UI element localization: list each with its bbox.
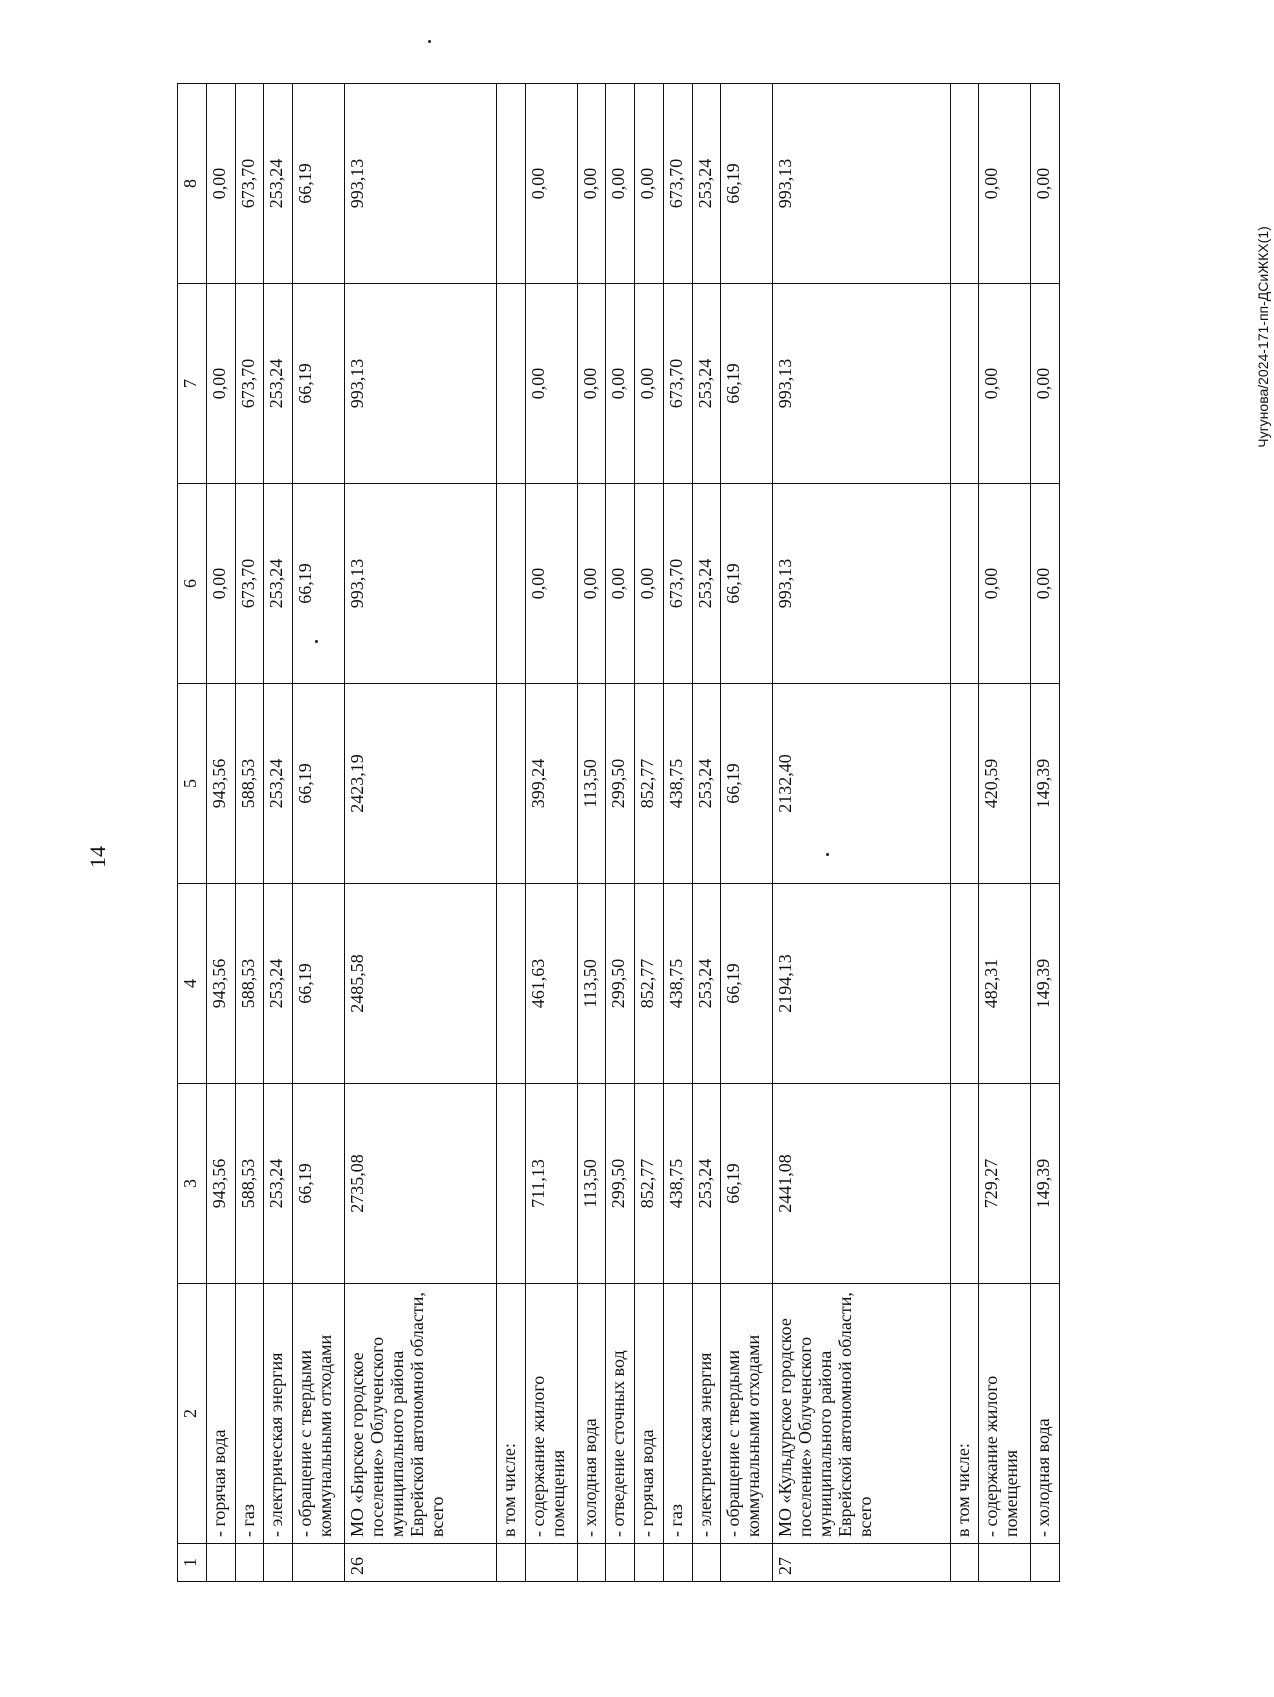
value-cell-col-3: 299,50 (606, 1084, 635, 1284)
row-number: 26 (344, 1544, 496, 1582)
value-cell-col-5: 438,75 (663, 684, 692, 884)
value-cell-col-7: 66,19 (293, 284, 345, 484)
value-cell-col-8: 66,19 (293, 84, 345, 284)
value-cell-col-8: 0,00 (206, 84, 235, 284)
value-cell-col-8: 673,70 (235, 84, 264, 284)
value-cell-col-7: 673,70 (663, 284, 692, 484)
value-cell-col-7: 253,24 (692, 284, 721, 484)
value-cell-col-8: 0,00 (525, 84, 577, 284)
value-cell-col-7: 0,00 (577, 284, 606, 484)
value-cell-col-5: 66,19 (293, 684, 345, 884)
value-cell-col-7: 66,19 (721, 284, 773, 484)
value-cell-col-5: 2132,40 (773, 684, 950, 884)
row-label: - отведение сточных вод (606, 1284, 635, 1544)
row-label: - холодная вода (577, 1284, 606, 1544)
row-label: - газ (663, 1284, 692, 1544)
value-cell-col-3: 943,56 (206, 1084, 235, 1284)
value-cell-col-3: 852,77 (635, 1084, 664, 1284)
value-cell-col-4: 943,56 (206, 884, 235, 1084)
value-cell-col-8 (950, 84, 979, 284)
value-cell-col-6: 0,00 (979, 484, 1031, 684)
row-number (692, 1544, 721, 1582)
value-cell-col-4: 461,63 (525, 884, 577, 1084)
row-number (606, 1544, 635, 1582)
row-number (721, 1544, 773, 1582)
table-row (635, 84, 664, 1582)
value-cell-col-8: 0,00 (606, 84, 635, 284)
table-row (206, 84, 235, 1582)
document-reference-note: Чугунова/2024-171-пп-ДСиЖКХ(1) (1255, 226, 1271, 448)
value-cell-col-8: 673,70 (663, 84, 692, 284)
value-cell-col-3: 438,75 (663, 1084, 692, 1284)
table-row (773, 84, 950, 1582)
column-number-6: 6 (178, 484, 207, 684)
value-cell-col-7: 0,00 (525, 284, 577, 484)
value-cell-col-4: 113,50 (577, 884, 606, 1084)
value-cell-col-8: 253,24 (692, 84, 721, 284)
row-label: - электрическая энергия (692, 1284, 721, 1544)
value-cell-col-7 (496, 284, 525, 484)
value-cell-col-8: 66,19 (721, 84, 773, 284)
value-cell-col-6: 66,19 (293, 484, 345, 684)
value-cell-col-4: 482,31 (979, 884, 1031, 1084)
row-number (293, 1544, 345, 1582)
table-row (692, 84, 721, 1582)
rotated-table-container (177, 85, 1060, 1582)
value-cell-col-8: 993,13 (773, 84, 950, 284)
value-cell-col-6: 0,00 (525, 484, 577, 684)
value-cell-col-3: 588,53 (235, 1084, 264, 1284)
value-cell-col-4: 253,24 (264, 884, 293, 1084)
value-cell-col-3: 2735,08 (344, 1084, 496, 1284)
value-cell-col-5: 149,39 (1031, 684, 1060, 884)
column-number-8: 8 (178, 84, 207, 284)
value-cell-col-7: 993,13 (773, 284, 950, 484)
row-label: - обращение с твердыми коммунальными отходами (293, 1284, 345, 1544)
value-cell-col-7: 253,24 (264, 284, 293, 484)
column-number-1: 1 (178, 1544, 207, 1582)
value-cell-col-4: 299,50 (606, 884, 635, 1084)
value-cell-col-3: 253,24 (264, 1084, 293, 1284)
value-cell-col-4: 253,24 (692, 884, 721, 1084)
value-cell-col-7 (950, 284, 979, 484)
value-cell-col-8 (496, 84, 525, 284)
value-cell-col-5: 943,56 (206, 684, 235, 884)
value-cell-col-5: 253,24 (264, 684, 293, 884)
row-number (577, 1544, 606, 1582)
row-label: - холодная вода (1031, 1284, 1060, 1544)
row-label: - обращение с твердыми коммунальными отходами (721, 1284, 773, 1544)
value-cell-col-6: 0,00 (206, 484, 235, 684)
value-cell-col-6: 0,00 (635, 484, 664, 684)
value-cell-col-4: 66,19 (721, 884, 773, 1084)
row-label: - содержание жилого помещения (979, 1284, 1031, 1544)
row-number (1031, 1544, 1060, 1582)
row-label: МО «Бирское городское поселение» Облученского муниципального района Еврейской автономной области, всего (344, 1284, 496, 1544)
value-cell-col-4 (950, 884, 979, 1084)
table-row (663, 84, 692, 1582)
value-cell-col-7: 0,00 (635, 284, 664, 484)
value-cell-col-3: 149,39 (1031, 1084, 1060, 1284)
value-cell-col-5: 253,24 (692, 684, 721, 884)
value-cell-col-6: 673,70 (235, 484, 264, 684)
value-cell-col-7: 0,00 (606, 284, 635, 484)
value-cell-col-5: 420,59 (979, 684, 1031, 884)
column-number-3: 3 (178, 1084, 207, 1284)
table-row (979, 84, 1031, 1582)
table-row (950, 84, 979, 1582)
row-number (950, 1544, 979, 1582)
value-cell-col-3: 66,19 (721, 1084, 773, 1284)
value-cell-col-8: 0,00 (1031, 84, 1060, 284)
row-label: - электрическая энергия (264, 1284, 293, 1544)
column-number-4: 4 (178, 884, 207, 1084)
value-cell-col-4: 438,75 (663, 884, 692, 1084)
value-cell-col-3: 66,19 (293, 1084, 345, 1284)
value-cell-col-4 (496, 884, 525, 1084)
row-number: 27 (773, 1544, 950, 1582)
value-cell-col-3: 2441,08 (773, 1084, 950, 1284)
table-row (235, 84, 264, 1582)
column-number-2: 2 (178, 1284, 207, 1544)
value-cell-col-8: 993,13 (344, 84, 496, 284)
table-header-row (178, 84, 207, 1582)
table-row (496, 84, 525, 1582)
value-cell-col-5: 299,50 (606, 684, 635, 884)
row-number (496, 1544, 525, 1582)
row-number (525, 1544, 577, 1582)
value-cell-col-5: 113,50 (577, 684, 606, 884)
value-cell-col-3 (496, 1084, 525, 1284)
row-number (635, 1544, 664, 1582)
table-row (606, 84, 635, 1582)
value-cell-col-5: 399,24 (525, 684, 577, 884)
value-cell-col-4: 852,77 (635, 884, 664, 1084)
value-cell-col-7: 0,00 (979, 284, 1031, 484)
value-cell-col-6: 993,13 (344, 484, 496, 684)
value-cell-col-6 (496, 484, 525, 684)
table-row (264, 84, 293, 1582)
table-row (721, 84, 773, 1582)
row-number (235, 1544, 264, 1582)
row-label: в том числе: (950, 1284, 979, 1544)
value-cell-col-7: 0,00 (206, 284, 235, 484)
row-label: - горячая вода (206, 1284, 235, 1544)
value-cell-col-5: 66,19 (721, 684, 773, 884)
value-cell-col-5: 852,77 (635, 684, 664, 884)
page-number: 14 (85, 846, 110, 868)
value-cell-col-7: 673,70 (235, 284, 264, 484)
value-cell-col-5 (496, 684, 525, 884)
value-cell-col-6: 253,24 (692, 484, 721, 684)
value-cell-col-6 (950, 484, 979, 684)
column-number-5: 5 (178, 684, 207, 884)
row-number (979, 1544, 1031, 1582)
row-number (206, 1544, 235, 1582)
value-cell-col-5: 2423,19 (344, 684, 496, 884)
value-cell-col-3: 113,50 (577, 1084, 606, 1284)
row-label: - горячая вода (635, 1284, 664, 1544)
value-cell-col-7: 0,00 (1031, 284, 1060, 484)
value-cell-col-5 (950, 684, 979, 884)
scan-speck (428, 40, 431, 43)
row-label: - содержание жилого помещения (525, 1284, 577, 1544)
value-cell-col-6: 253,24 (264, 484, 293, 684)
value-cell-col-4: 588,53 (235, 884, 264, 1084)
row-label: МО «Кульдурское городское поселение» Облученского муниципального района Еврейской автономной области, всего (773, 1284, 950, 1544)
table-row (1031, 84, 1060, 1582)
value-cell-col-8: 253,24 (264, 84, 293, 284)
row-label: в том числе: (496, 1284, 525, 1544)
value-cell-col-3: 253,24 (692, 1084, 721, 1284)
column-number-7: 7 (178, 284, 207, 484)
value-cell-col-4: 2194,13 (773, 884, 950, 1084)
value-cell-col-3 (950, 1084, 979, 1284)
value-cell-col-4: 2485,58 (344, 884, 496, 1084)
value-cell-col-8: 0,00 (979, 84, 1031, 284)
value-cell-col-7: 993,13 (344, 284, 496, 484)
value-cell-col-8: 0,00 (635, 84, 664, 284)
table-row (577, 84, 606, 1582)
row-number (264, 1544, 293, 1582)
value-cell-col-8: 0,00 (577, 84, 606, 284)
value-cell-col-6: 0,00 (606, 484, 635, 684)
table-row (525, 84, 577, 1582)
row-number (663, 1544, 692, 1582)
value-cell-col-6: 0,00 (577, 484, 606, 684)
value-cell-col-6: 0,00 (1031, 484, 1060, 684)
value-cell-col-3: 729,27 (979, 1084, 1031, 1284)
value-cell-col-6: 993,13 (773, 484, 950, 684)
value-cell-col-3: 711,13 (525, 1084, 577, 1284)
value-cell-col-4: 66,19 (293, 884, 345, 1084)
budget-table (177, 83, 1060, 1582)
value-cell-col-4: 149,39 (1031, 884, 1060, 1084)
table-row (344, 84, 496, 1582)
value-cell-col-5: 588,53 (235, 684, 264, 884)
row-label: - газ (235, 1284, 264, 1544)
table-row (293, 84, 345, 1582)
value-cell-col-6: 673,70 (663, 484, 692, 684)
value-cell-col-6: 66,19 (721, 484, 773, 684)
